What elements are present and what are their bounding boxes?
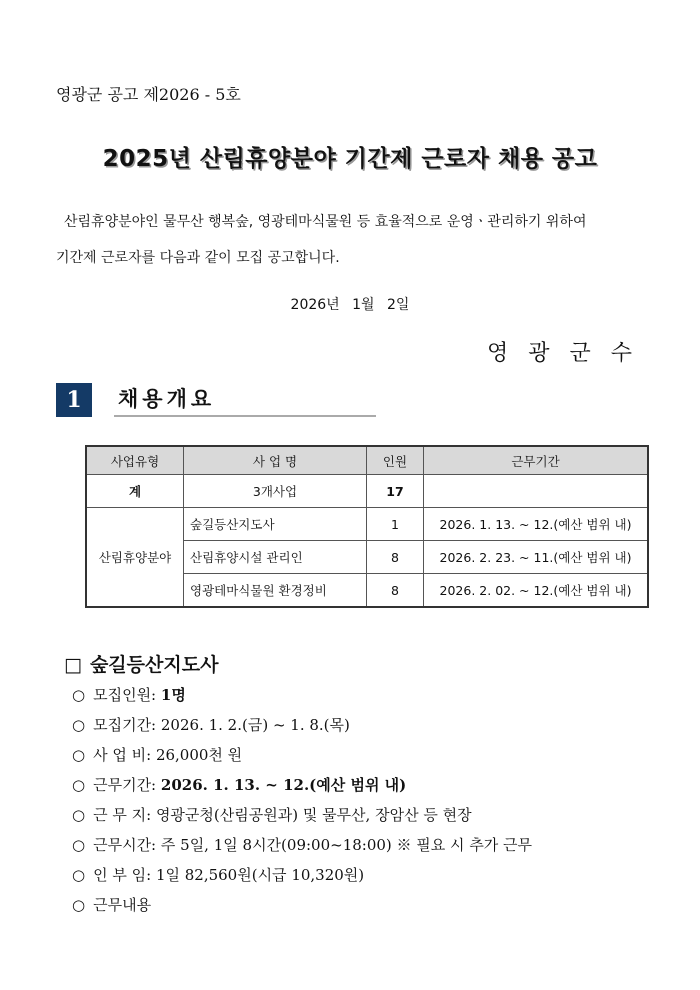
- item-label: 인 부 임:: [93, 866, 152, 884]
- document-title: 2025년 산림휴양분야 기간제 근로자 채용 공고: [102, 146, 598, 172]
- circle-bullet-icon: ○: [72, 806, 86, 824]
- item-label: 모집기간:: [93, 716, 157, 734]
- section-heading: [56, 383, 376, 417]
- item-label: 모집인원:: [93, 686, 157, 704]
- section-title-underline: [114, 383, 376, 417]
- circle-bullet-icon: ○: [72, 746, 86, 764]
- row-period: 2026. 2. 02. ~ 12.(예산 범위 내): [424, 574, 649, 608]
- square-bullet-icon: □: [64, 654, 82, 676]
- item-label: 근무내용: [93, 896, 152, 914]
- list-item: [72, 770, 532, 800]
- list-item: [72, 800, 532, 830]
- group-type: 산림휴양분야: [86, 508, 184, 608]
- item-value: 26,000천 원: [155, 746, 243, 764]
- list-item: [72, 740, 532, 770]
- list-item: [72, 860, 532, 890]
- row-name: 산림휴양시설 관리인: [184, 541, 367, 574]
- item-label: 근 무 지:: [93, 806, 152, 824]
- intro-paragraph: [56, 204, 656, 276]
- list-item: [72, 680, 532, 710]
- table-header-row: [86, 446, 648, 475]
- row-count: 1: [367, 508, 424, 541]
- circle-bullet-icon: ○: [72, 776, 86, 794]
- item-label: 근무시간:: [93, 836, 157, 854]
- list-item: [72, 830, 532, 860]
- announcement-date: 2026년 1월 2일: [290, 297, 410, 313]
- table-row: [86, 508, 648, 541]
- circle-bullet-icon: ○: [72, 716, 86, 734]
- total-type: 계: [86, 475, 184, 508]
- item-value: 2026. 1. 13. ~ 12.(예산 범위 내): [160, 776, 407, 794]
- list-item: [72, 710, 532, 740]
- item-value: 1일 82,560원(시급 10,320원): [155, 866, 365, 884]
- circle-bullet-icon: ○: [72, 686, 86, 704]
- intro-line-1: 산림휴양분야인 물무산 행복숲, 영광테마식물원 등 효율적으로 운영ㆍ관리하기 위하여: [64, 214, 587, 230]
- item-value: 1명: [160, 686, 186, 704]
- item-label: 근무기간:: [93, 776, 157, 794]
- overview-table: [85, 445, 649, 608]
- circle-bullet-icon: ○: [72, 866, 86, 884]
- row-count: 8: [367, 574, 424, 608]
- col-header-period: 근무기간: [424, 446, 649, 475]
- detail-list: [72, 680, 532, 920]
- row-period: 2026. 1. 13. ~ 12.(예산 범위 내): [424, 508, 649, 541]
- total-count: 17: [367, 475, 424, 508]
- section-number-badge: 1: [56, 383, 92, 417]
- circle-bullet-icon: ○: [72, 896, 86, 914]
- row-period: 2026. 2. 23. ~ 11.(예산 범위 내): [424, 541, 649, 574]
- item-value: 주 5일, 1일 8시간(09:00~18:00) ※ 필요 시 추가 근무: [160, 836, 533, 854]
- issuer: 영광군수: [486, 341, 652, 366]
- total-period: [424, 475, 649, 508]
- row-name: 영광테마식물원 환경정비: [184, 574, 367, 608]
- total-name: 3개사업: [184, 475, 367, 508]
- section-title: 채용개요: [118, 387, 216, 411]
- circle-bullet-icon: ○: [72, 836, 86, 854]
- notice-number: 영광군 공고 제2026 - 5호: [56, 85, 241, 104]
- subsection-heading: [64, 650, 218, 677]
- row-name: 숲길등산지도사: [184, 508, 367, 541]
- table-total-row: [86, 475, 648, 508]
- item-value: 영광군청(산림공원과) 및 물무산, 장암산 등 현장: [155, 806, 472, 824]
- item-label: 사 업 비:: [93, 746, 152, 764]
- intro-line-2: 기간제 근로자를 다음과 같이 모집 공고합니다.: [56, 250, 340, 266]
- col-header-type: 사업유형: [86, 446, 184, 475]
- row-count: 8: [367, 541, 424, 574]
- list-item: [72, 890, 532, 920]
- subsection-title: 숲길등산지도사: [89, 654, 219, 676]
- item-value: 2026. 1. 2.(금) ~ 1. 8.(목): [160, 716, 350, 734]
- col-header-count: 인원: [367, 446, 424, 475]
- col-header-name: 사 업 명: [184, 446, 367, 475]
